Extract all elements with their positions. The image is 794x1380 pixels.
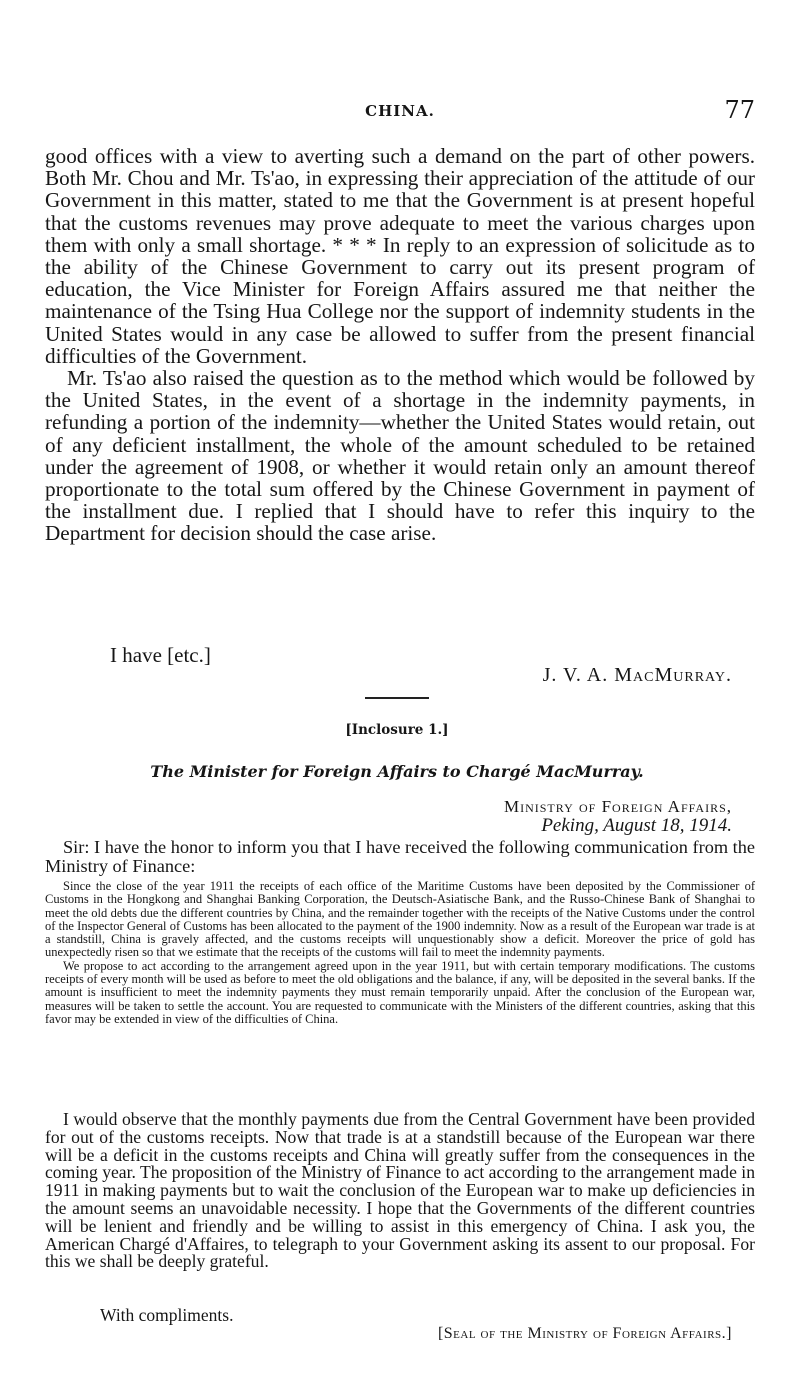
page-header — [45, 96, 755, 126]
quote-paragraph-1: Since the close of the year 1911 the receipts of each office of the Maritime Customs have been deposited by the Commissioner of Customs in the Hongkong and Shanghai Banking Corporation, the Deutsch-Asiatische Bank, and the Russo-Chinese Bank of Shanghai to meet the old debts due the different countries by China, and the remainder together with the receipts of the Native Customs under the control of the Inspector General of Customs has been allocated to the payment of the 1900 indemnity. Now as a result of the European war trade is at a standstill, China is gravely affected, and the customs receipts will unquestionably show a deficit. Moreover the price of gold has unexpectedly risen so that we estimate that the receipts of the customs will fail to meet the indemnity payments. — [45, 879, 755, 960]
paragraph-1: good offices with a view to averting such a demand on the part of other powers. Both Mr. Chou and Mr. Ts'ao, in expressing their appreciation of the attitude of our Government in this matter, stated to me that the Government is at present hopeful that the customs revenues may prove adequate to meet the various charges upon them with only a small shortage. * * * In reply to an expression of solicitude as to the ability of the Chinese Government to carry out its present program of education, the Vice Minister for Foreign Affairs assured me that neither the maintenance of the Tsing Hua College nor the support of indemnity students in the United States would in any case be allowed to suffer from the present financial difficulties of the Government. — [45, 144, 755, 368]
report-continuation — [45, 145, 755, 545]
salutation-block — [45, 838, 755, 876]
final-paragraph: I would observe that the monthly payments due from the Central Government have been provided for out of the customs receipts. Now that trade is at a standstill because of the European war there will be a deficit in the customs receipts and China will greatly suffer from the consequences in the coming year. The proposition of the Ministry of Finance to act according to the arrangement made in 1911 in making payments but to wait the conclusion of the European war to make up deficiencies in the amount seems an unavoidable necessity. I hope that the Governments of the different countries will be lenient and friendly and be willing to assist in this emergency of China. I ask you, the American Chargé d'Affaires, to telegraph to your Government asking its assent to our proposal. For this we shall be deeply grateful. — [45, 1109, 755, 1272]
address-place-date: Peking, August 18, 1914. — [541, 815, 732, 836]
seal-text: [Seal of the Ministry of Foreign Affairs.] — [437, 1325, 732, 1342]
seal-line — [438, 1325, 732, 1343]
section-divider — [365, 697, 429, 699]
salutation-paragraph: Sir: I have the honor to inform you that I have received the following communication from the Ministry of Finance: — [45, 837, 755, 876]
paragraph-2: Mr. Ts'ao also raised the question as to the method which would be followed by the United States, in the event of a shortage in the indemnity payments, in refunding a portion of the indemnity—whether the United States would retain, out of any deficient installment, the whole of the amount scheduled to be retained under the agreement of 1908, or whether it would retain only an amount thereof proportionate to the total sum offered by the Chinese Government in payment of the installment due. I replied that I should have to refer this inquiry to the Department for decision should the case arise. — [45, 366, 755, 546]
closing-line: I have [etc.] — [110, 643, 211, 667]
quote-paragraph-2: We propose to act according to the arrangement agreed upon in the year 1911, but with certain temporary modifications. The customs receipts of every month will be used as before to meet the old obligations and the balance, if any, will be deposited in the several banks. If the amount is insufficient to meet the indemnity payments they must remain temporarily unpaid. After the conclusion of the European war, measures will be taken to settle the account. You are requested to communicate with the Ministers of the different countries, asking that this favor may be extended in view of the difficulties of China. — [45, 958, 755, 1026]
letter-address — [504, 797, 732, 835]
signature: J. V. A. MacMurray. — [542, 664, 732, 686]
address-ministry: Ministry of Foreign Affairs, — [503, 797, 732, 816]
inclosure-label: [Inclosure 1.] — [345, 722, 449, 738]
compliments-line: With compliments. — [100, 1305, 234, 1325]
inclosure-title: The Minister for Foreign Affairs to Chargé MacMurray. — [150, 762, 644, 781]
running-head: CHINA. — [365, 102, 435, 120]
quoted-communication — [45, 880, 755, 1026]
page-number: 77 — [724, 96, 755, 124]
closing-argument — [45, 1111, 755, 1271]
